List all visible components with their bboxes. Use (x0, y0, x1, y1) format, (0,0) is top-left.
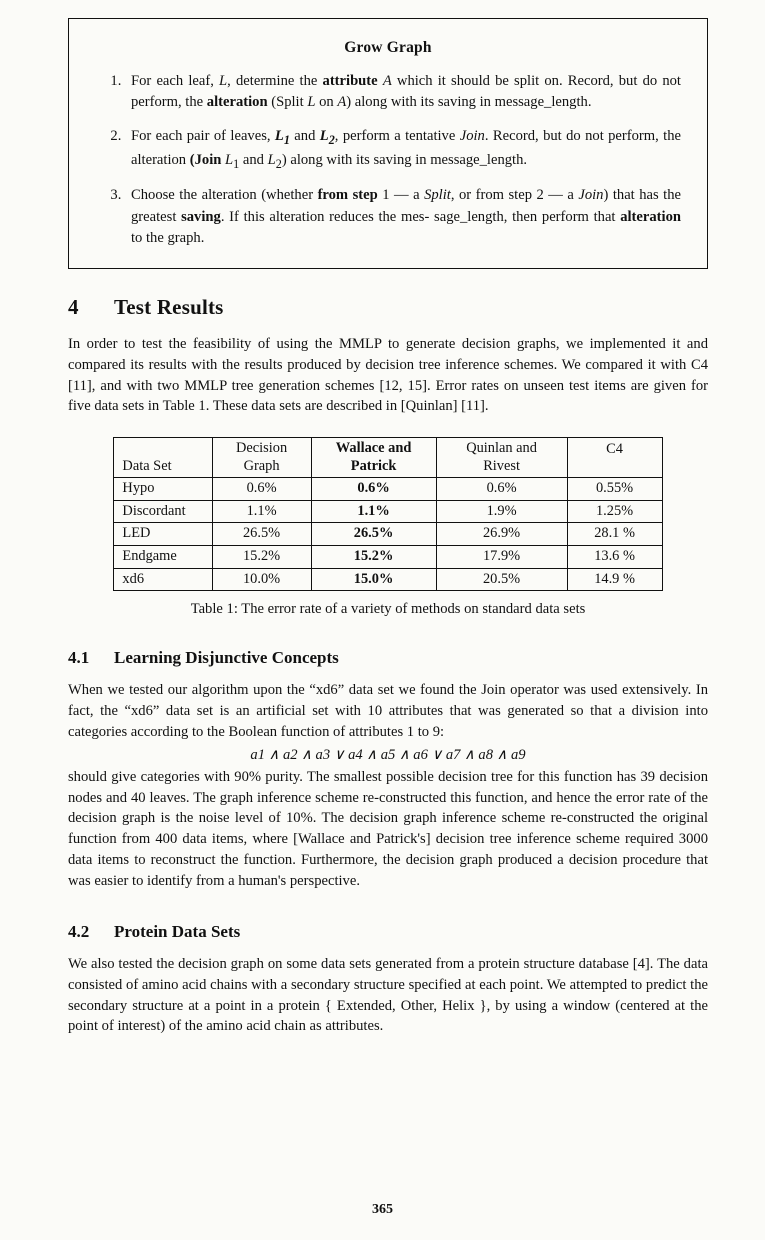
results-table (113, 437, 662, 591)
cell-decision-graph: 1.1% (212, 500, 311, 523)
algorithm-box (68, 18, 708, 269)
header-c4-line1: C4 (606, 440, 623, 457)
header-qr-line2: Rivest (483, 457, 520, 474)
header-dg-line1: Decision (236, 440, 288, 457)
cell-decision-graph: 0.6% (212, 478, 311, 501)
cell-wallace-patrick: 26.5% (311, 523, 436, 546)
cell-decision-graph: 10.0% (212, 568, 311, 591)
cell-dataset-name: xd6 (114, 568, 212, 591)
header-cell-c4 (567, 438, 662, 478)
results-table-head (114, 438, 662, 478)
header-qr-line1: Quinlan and (466, 440, 537, 457)
section-heading-4-1 (68, 648, 708, 668)
header-dataset-label: Data Set (122, 457, 172, 474)
cell-dataset-name: LED (114, 523, 212, 546)
algorithm-step-text-3: Choose the alteration (whether from step 1 — a Split, or from step 2 — a Join) that has the greatest saving. If this alteration reduces the mes- sage_length, then perform that alteration to the graph. (131, 187, 681, 247)
header-cell-wallace-patrick (311, 438, 436, 478)
cell-c4: 1.25% (567, 500, 662, 523)
algorithm-title: Grow Graph (344, 39, 432, 56)
cell-c4: 28.1 % (567, 523, 662, 546)
section4-paragraph: In order to test the feasibility of using the MMLP to generate decision graphs, we implemented it and compared its results with the results produced by decision tree inference schemes. We compared it with C4 [11], and with two MMLP tree generation schemes [12, 15]. Error rates on unseen test items are given for five data sets in Table 1. These data sets are described in [Quinlan] [11]. (68, 335, 708, 415)
section42-paragraph: We also tested the decision graph on some data sets generated from a protein structure database [4]. The data consisted of amino acid chains with a secondary structure specified at each point. We attempted to predict the secondary structure at a point in a protein { Extended, Other, Helix }, by using a window (centered at the point of interest) of the amino acid chain as attributes. (68, 955, 708, 1035)
table-caption: Table 1: The error rate of a variety of methods on standard data sets (190, 601, 586, 618)
table-row (114, 568, 662, 591)
cell-decision-graph: 15.2% (212, 546, 311, 569)
table-header-row (114, 438, 662, 478)
cell-quinlan-rivest: 17.9% (436, 546, 567, 569)
cell-quinlan-rivest: 20.5% (436, 568, 567, 591)
algorithm-step (125, 71, 681, 114)
section41-paragraph-before: When we tested our algorithm upon the “xd6” data set we found the Join operator was used extensively. In fact, the “xd6” data set is an artificial set with 10 attributes that was generated so that a division into categories according to the Boolean function of attributes 1 to 9: (68, 682, 708, 740)
table-row (114, 523, 662, 546)
header-dg-line2: Graph (243, 457, 280, 474)
cell-c4: 13.6 % (567, 546, 662, 569)
section-heading-4 (68, 295, 708, 320)
cell-dataset-name: Discordant (114, 500, 212, 523)
section-number-4-2: 4.2 (68, 921, 90, 941)
cell-dataset-name: Hypo (114, 478, 212, 501)
cell-quinlan-rivest: 26.9% (436, 523, 567, 546)
cell-dataset-name: Endgame (114, 546, 212, 569)
page-number: 365 (372, 1202, 393, 1217)
header-cell-dataset (114, 438, 212, 478)
results-table-wrapper (68, 437, 708, 591)
cell-wallace-patrick: 1.1% (311, 500, 436, 523)
algorithm-step-text-1: For each leaf, L, determine the attribute A which it should be split on. Record, but do not perform, the alteration (Split L on A) along with its saving in message_length. (131, 73, 681, 111)
page-content (68, 18, 708, 1049)
cell-wallace-patrick: 0.6% (311, 478, 436, 501)
header-cell-quinlan-rivest (436, 438, 567, 478)
header-wp-line1: Wallace and (335, 440, 412, 457)
algorithm-steps (95, 71, 681, 250)
algorithm-step-text-2: For each pair of leaves, $L_1$ and $L_2$, perform a tentative Join. Record, but do not perform, the alteration (Join $L_1$ and $L_2$) along with its saving in message_length. (131, 127, 682, 171)
section41-paragraph-after: should give categories with 90% purity. The smallest possible decision tree for this function has 39 decision nodes and 40 leaves. The graph inference scheme re-constructed this function, and hence the error rate of the decision graph is the noise level of 10%. The decision graph inference scheme re-constructed the original function from 400 data items, where [Wallace and Patrick's] decision tree inference scheme required 3000 data items to reconstruct the function. Furthermore, the decision graph produced a decision procedure that was easier to identify from a human's perspective. (68, 768, 708, 890)
table-row (114, 478, 662, 501)
cell-wallace-patrick: 15.2% (311, 546, 436, 569)
section-title-4: Test Results (114, 294, 224, 319)
header-wp-line2: Patrick (350, 457, 397, 474)
section-title-4-2: Protein Data Sets (114, 921, 241, 941)
cell-quinlan-rivest: 0.6% (436, 478, 567, 501)
cell-decision-graph: 26.5% (212, 523, 311, 546)
cell-c4: 14.9 % (567, 568, 662, 591)
table-row (114, 546, 662, 569)
section-title-4-1: Learning Disjunctive Concepts (114, 648, 339, 668)
algorithm-step (125, 126, 681, 174)
cell-quinlan-rivest: 1.9% (436, 500, 567, 523)
cell-wallace-patrick: 15.0% (311, 568, 436, 591)
boolean-function-formula: a1 ∧ a2 ∧ a3 ∨ a4 ∧ a5 ∧ a6 ∨ a7 ∧ a8 ∧ a9 (250, 746, 526, 763)
cell-c4: 0.55% (567, 478, 662, 501)
section-number-4-1: 4.1 (68, 648, 90, 668)
results-table-body (114, 478, 662, 591)
algorithm-step (125, 185, 681, 249)
table-row (114, 500, 662, 523)
section-number-4: 4 (68, 294, 79, 319)
section-heading-4-2 (68, 922, 708, 942)
header-cell-decision-graph (212, 438, 311, 478)
